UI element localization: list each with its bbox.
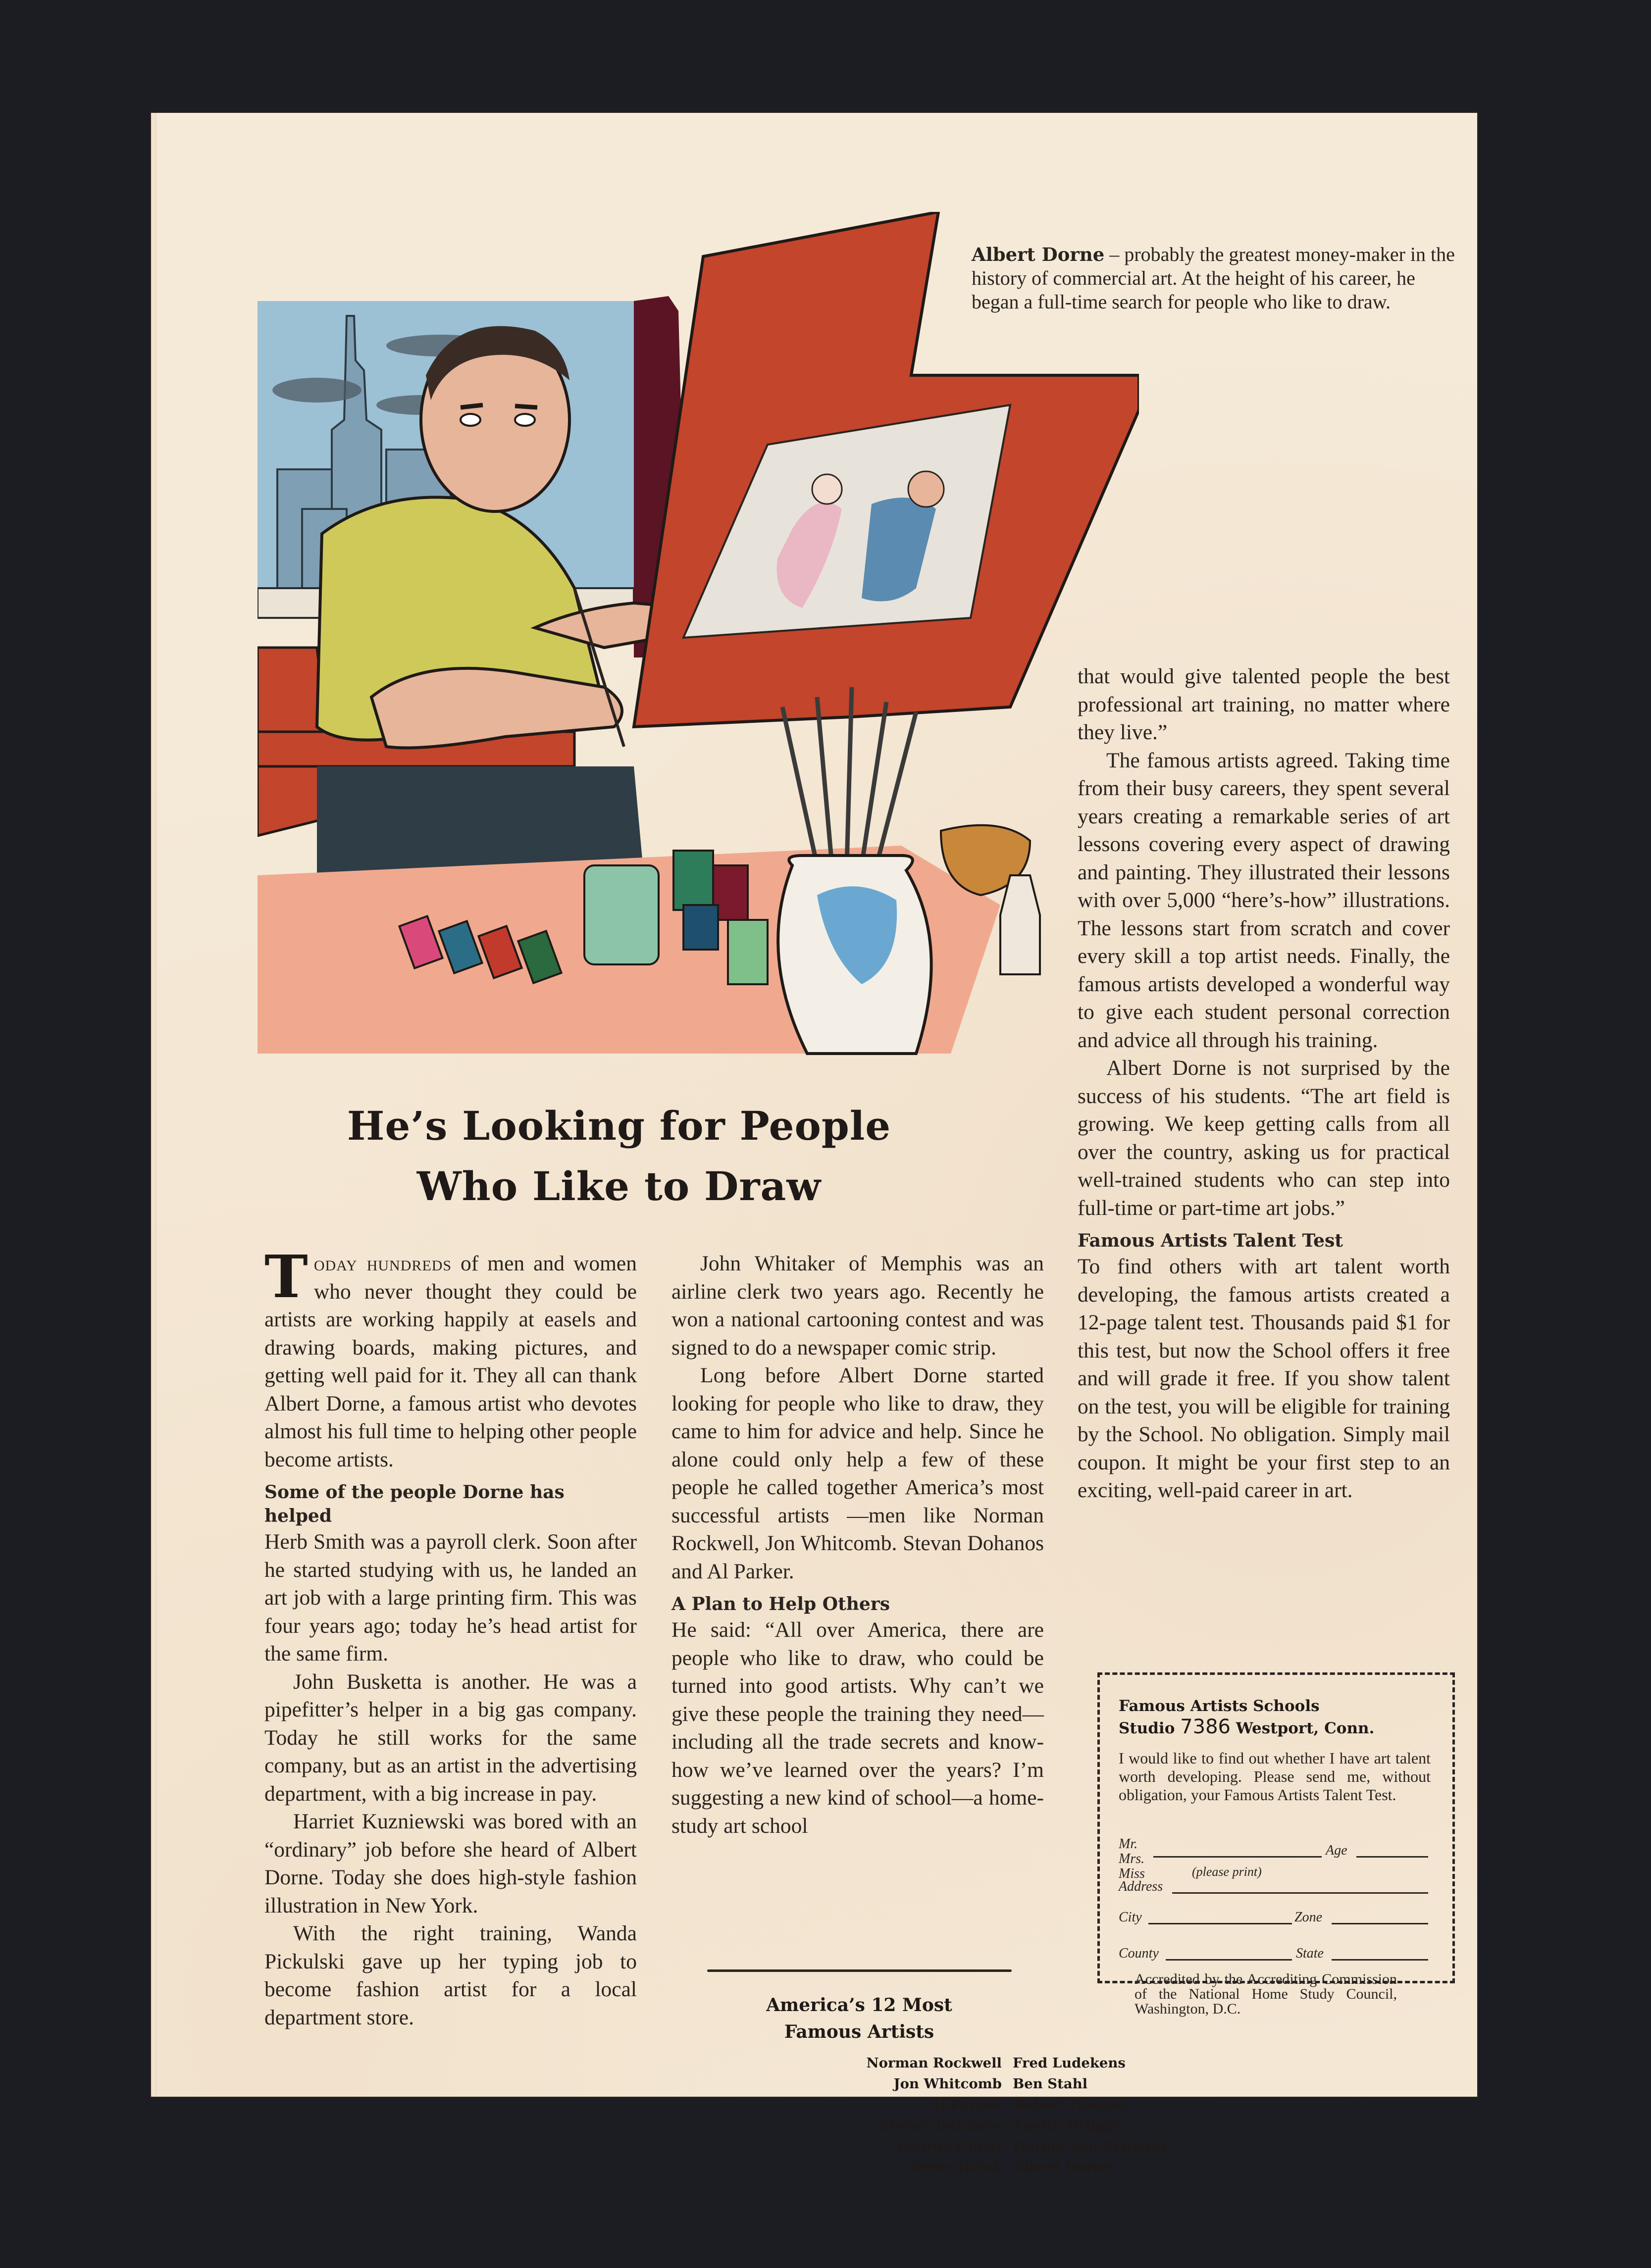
article-column-1	[264, 1242, 637, 2031]
artist-name: Ben Stahl	[1013, 2076, 1088, 2092]
coupon-address-line	[1119, 1716, 1436, 1739]
salutation-mr[interactable]: Mr.	[1119, 1836, 1138, 1852]
subhead-people-helped: Some of the people Dorne has helped	[264, 1482, 565, 1526]
city-label: City	[1119, 1910, 1142, 1925]
name-field[interactable]	[1153, 1856, 1322, 1858]
intro-lead: oday hundreds	[313, 1252, 452, 1275]
city-zone-row	[1119, 1909, 1428, 1928]
paragraph-wanda-pickulski: With the right training, Wanda Pickulski gave up her typing job to become fashion artist for a local department store.	[264, 1921, 637, 2029]
address-field[interactable]	[1172, 1892, 1428, 1894]
paragraph-plan: He said: “All over America, there are people who like to draw, who could be turned into good artists. Why can’t we give these people the training they need—including all the trade secrets and know-how we’ve learned over the years? I’m suggesting a new kind of school—a home-study art school	[671, 1618, 1044, 1838]
illustration-caption	[972, 243, 1467, 314]
studio-label: Studio	[1119, 1719, 1175, 1737]
county-state-row	[1119, 1945, 1428, 1965]
coupon-request-text: I would like to find out whether I have art talent worth developing. Please send me, without obligation, your Famous Artists Talent Test.	[1119, 1749, 1431, 1804]
address-label: Address	[1119, 1879, 1163, 1894]
caption-text: – probably the greatest money-maker in the history of commercial art. At the height of his career, he began a full-time search for people who like to draw.	[972, 243, 1455, 313]
artist-name: Peter Helck	[912, 2159, 1002, 2175]
paragraph-long-before: Long before Albert Dorne started looking for people who like to draw, they came to him for advice and help. Since he alone could only help a few of these people he called together America’s most successful artists —men like Norman Rockwell, Jon Whitcomb. Stevan Dohanos and Al Parker.	[671, 1363, 1044, 1583]
artist-name: George Giusti	[896, 2138, 1002, 2154]
paragraph-talented-people: that would give talented people the best professional art training, no matter where they live.”	[1078, 664, 1450, 744]
paragraph-john-busketta: John Busketta is another. He was a pipefitter’s helper in a big gas company. Today he still works for the same company, but as an artist in the advertising department, with a big increase in pay.	[264, 1669, 637, 1806]
paragraph-harriet-kuzniewski: Harriet Kuzniewski was bored with an “ordinary” job before she heard of Albert Dorne. Today she does high-style fashion illustration in New York.	[264, 1810, 637, 1917]
artist-name: Fred Ludekens	[1013, 2055, 1126, 2071]
magazine-page	[151, 113, 1477, 2175]
studio-number: 7386	[1180, 1715, 1231, 1738]
paragraph-artists-agreed: The famous artists agreed. Taking time from their busy careers, they spent several years creating a remarkable series of art lessons covering every aspect of drawing and painting. They illustrated their lessons with over 5,000 “here’s-how” illustrations. The lessons start from scratch and cover every skill a top artist needs. Finally, the famous artists developed a wonderful way to give each student personal correction and advice all through his training.	[1078, 748, 1450, 1052]
artist-name: Robert Fawcett	[1013, 2097, 1129, 2113]
accreditation-note: Accredited by the Accrediting Commission of the National Home Study Council, Washington, D.C.	[1135, 1971, 1397, 2017]
albert-dorne-illustration	[258, 212, 1139, 1093]
coupon-header	[1119, 1696, 1436, 1739]
zone-field[interactable]	[1332, 1923, 1428, 1924]
drop-cap: T	[264, 1242, 308, 1311]
headline-line-1: He’s Looking for People	[347, 1103, 891, 1149]
state-label: State	[1296, 1946, 1324, 1961]
headline	[314, 1096, 924, 1216]
city-field[interactable]	[1148, 1923, 1292, 1924]
artist-name: Jon Whitcomb	[893, 2076, 1002, 2092]
artist-name: Albert Dorne	[1013, 2159, 1112, 2175]
intro-text: of men and women who never thought they could be artists are working happily at easels and drawing boards, making pictures, and getting well paid for it. They all can thank Albert Dorne, a famous artist who devotes almost his full time to helping other people become artists.	[264, 1252, 637, 1471]
famous-artists-title-line-1: America’s 12 Most	[766, 1995, 952, 2016]
salutation-mrs[interactable]: Mrs.	[1119, 1851, 1145, 1866]
artist-name: Austin Briggs	[1013, 2117, 1118, 2133]
coupon-location: Westport, Conn.	[1236, 1719, 1375, 1737]
artist-name: Al Parker	[930, 2097, 1002, 2113]
salutation-miss[interactable]: Miss	[1119, 1866, 1145, 1881]
artist-name: Harold Von Schmidt	[1013, 2138, 1167, 2154]
county-field[interactable]	[1166, 1959, 1292, 1961]
headline-line-2: Who Like to Draw	[416, 1163, 822, 1210]
famous-artists-title-line-2: Famous Artists	[784, 2021, 934, 2042]
age-field[interactable]	[1356, 1856, 1428, 1858]
please-print-note: (please print)	[1192, 1865, 1262, 1879]
paragraph-herb-smith: Herb Smith was a payroll clerk. Soon after he started studying with us, he landed an art job with a large printing firm. This was four years ago; today he’s head artist for the same firm.	[264, 1530, 637, 1665]
artist-name: Norman Rockwell	[866, 2055, 1002, 2071]
subhead-talent-test: Famous Artists Talent Test	[1078, 1230, 1343, 1251]
paragraph-talent-test: To find others with art talent worth developing, the famous artists created a 12-page talent test. Thousands paid $1 for this test, but now the School offers it free and will grade it free. If you show talent on the test, you will be eligible for training by the School. No obligation. Simply mail coupon. It might be your first step to an exciting, well-paid career in art.	[1078, 1255, 1450, 1502]
county-label: County	[1119, 1946, 1159, 1961]
famous-artists-list	[815, 2053, 1201, 2177]
zone-label: Zone	[1294, 1910, 1322, 1925]
page-spine-edge	[151, 113, 156, 2097]
paragraph-not-surprised: Albert Dorne is not surprised by the success of his students. “The art field is growing. We keep getting calls from all over the country, asking us for practical well-trained students who can step into full-time or part-time art jobs.”	[1078, 1056, 1450, 1220]
address-row	[1119, 1878, 1428, 1898]
column-divider-rule	[707, 1969, 1012, 1972]
subhead-plan: A Plan to Help Others	[671, 1594, 890, 1614]
article-column-2	[671, 1250, 1044, 1840]
intro-paragraph	[264, 1242, 637, 1473]
age-label: Age	[1326, 1843, 1347, 1858]
mail-in-coupon[interactable]	[1097, 1672, 1455, 2017]
name-age-row	[1119, 1842, 1428, 1862]
famous-artists-title	[721, 1992, 998, 2045]
artist-name: Stevan Dohanos	[879, 2117, 1002, 2133]
coupon-school-name: Famous Artists Schools	[1119, 1697, 1320, 1715]
article-column-3	[1078, 662, 1450, 1505]
paragraph-john-whitaker: John Whitaker of Memphis was an airline clerk two years ago. Recently he won a national cartooning contest and was signed to do a newspaper comic strip.	[671, 1252, 1044, 1360]
state-field[interactable]	[1332, 1959, 1428, 1961]
caption-name: Albert Dorne	[972, 244, 1105, 265]
